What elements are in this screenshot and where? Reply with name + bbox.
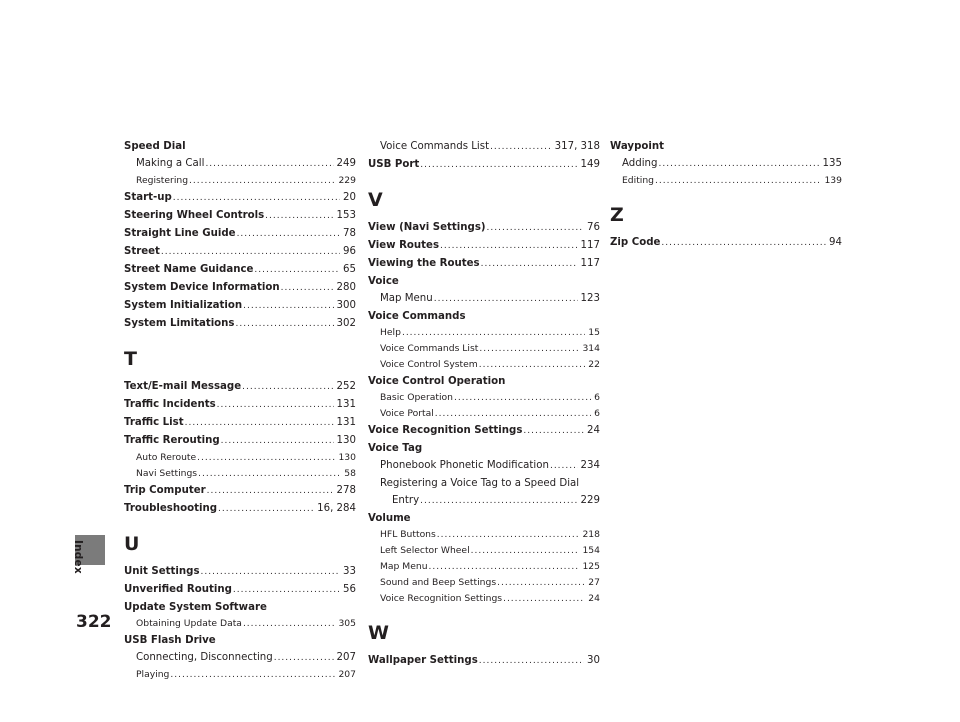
index-page-ref: 76 (587, 222, 600, 233)
index-term: Waypoint (610, 141, 664, 152)
index-page-ref: 24 (587, 425, 600, 436)
index-subentry (368, 543, 600, 559)
index-entry (124, 378, 356, 396)
index-page-ref: 123 (580, 293, 600, 304)
index-entry (124, 396, 356, 414)
index-term: Traffic List (124, 417, 184, 428)
index-entry (368, 422, 600, 440)
index-entry (368, 308, 600, 325)
index-term: Voice Control Operation (368, 376, 506, 387)
index-term: USB Port (368, 159, 420, 170)
section-letter-heading: W (368, 622, 389, 644)
index-subentry (610, 173, 842, 189)
dot-leader (487, 220, 584, 237)
index-side-label: Index (72, 540, 84, 574)
index-term: Update System Software (124, 602, 267, 613)
index-term: Start-up (124, 192, 172, 203)
index-term: Left Selector Wheel (380, 545, 470, 556)
dot-leader (481, 256, 578, 273)
index-page-ref: 149 (580, 159, 600, 170)
index-term: Basic Operation (380, 392, 453, 403)
dot-leader (402, 326, 585, 341)
dot-leader (173, 190, 340, 207)
dot-leader (207, 483, 334, 500)
dot-leader (497, 576, 585, 591)
index-subentry (368, 138, 600, 156)
index-term: Wallpaper Settings (368, 655, 478, 666)
index-entry (124, 279, 356, 297)
index-term: Voice Portal (380, 408, 434, 419)
index-page-ref: 130 (336, 435, 356, 446)
index-entry (124, 261, 356, 279)
index-term: Troubleshooting (124, 503, 218, 514)
index-term: Making a Call (136, 158, 205, 169)
dot-leader (471, 544, 580, 559)
index-term: Connecting, Disconnecting (136, 652, 273, 663)
index-entry (368, 510, 600, 527)
index-subentry (124, 466, 356, 482)
index-term: Voice Recognition Settings (380, 593, 503, 604)
index-page-ref: 300 (336, 300, 356, 311)
index-term: Street (124, 246, 160, 257)
section-letter-heading: V (368, 189, 383, 211)
dot-leader (197, 451, 335, 466)
dot-leader (233, 582, 340, 599)
index-term: Voice Control System (380, 359, 478, 370)
dot-leader (201, 564, 341, 581)
dot-leader (429, 560, 580, 575)
index-entry (124, 500, 356, 518)
index-page-ref: 131 (336, 417, 356, 428)
index-term: Registering a Voice Tag to a Speed Dial (380, 478, 580, 489)
index-subentry (368, 527, 600, 543)
index-page-ref: 58 (344, 468, 356, 479)
index-page-ref: 20 (343, 192, 356, 203)
index-page-ref: 117 (580, 240, 600, 251)
dot-leader (479, 342, 579, 357)
index-subentry (124, 649, 356, 667)
index-term: Voice Recognition Settings (368, 425, 523, 436)
index-subentry (368, 559, 600, 575)
dot-leader (434, 291, 578, 308)
index-term: Playing (136, 669, 170, 680)
index-entry (368, 652, 600, 670)
index-subentry (368, 341, 600, 357)
index-page-ref: 15 (588, 327, 600, 338)
dot-leader (243, 298, 333, 315)
dot-leader (420, 493, 577, 510)
index-entry (368, 273, 600, 290)
index-page-ref: 65 (343, 264, 356, 275)
dot-leader (185, 415, 334, 432)
index-entry (124, 563, 356, 581)
index-page-ref: 22 (588, 359, 600, 370)
section-letter-heading: U (124, 533, 140, 555)
index-page-ref: 278 (336, 485, 356, 496)
index-term: Sound and Beep Settings (380, 577, 497, 588)
dot-leader (661, 235, 826, 252)
section-letter-heading: Z (610, 204, 624, 226)
index-term: Street Name Guidance (124, 264, 254, 275)
index-page-ref: 117 (580, 258, 600, 269)
index-entry (368, 237, 600, 255)
index-entry (124, 414, 356, 432)
dot-leader (237, 226, 340, 243)
index-term: Unit Settings (124, 566, 200, 577)
index-subentry (610, 155, 842, 173)
dot-leader (198, 467, 341, 482)
index-entry (124, 315, 356, 333)
index-subentry (368, 290, 600, 308)
index-entry (124, 632, 356, 649)
index-entry (368, 440, 600, 457)
index-entry (368, 255, 600, 273)
index-entry (124, 189, 356, 207)
index-page-ref: 234 (580, 460, 600, 471)
index-term: Help (380, 327, 401, 338)
dot-leader (440, 238, 578, 255)
index-page-ref: 6 (594, 392, 600, 403)
index-term: View Routes (368, 240, 440, 251)
index-term: Obtaining Update Data (136, 618, 242, 629)
index-page-ref: 207 (338, 669, 356, 680)
index-entry (124, 243, 356, 261)
index-page-ref: 302 (336, 318, 356, 329)
index-page-ref: 229 (338, 175, 356, 186)
index-entry (368, 373, 600, 390)
index-subentry (368, 457, 600, 475)
index-entry (124, 138, 356, 155)
index-term: Voice Commands (368, 311, 466, 322)
index-entry (124, 207, 356, 225)
dot-leader (221, 433, 334, 450)
index-term: Straight Line Guide (124, 228, 236, 239)
index-page-ref: 94 (829, 237, 842, 248)
dot-leader (454, 391, 591, 406)
index-term: Voice (368, 276, 399, 287)
index-page-ref: 96 (343, 246, 356, 257)
dot-leader (437, 528, 580, 543)
index-page-ref: 27 (588, 577, 600, 588)
dot-leader (254, 262, 340, 279)
dot-leader (265, 208, 333, 225)
index-term: System Device Information (124, 282, 280, 293)
index-subentry (124, 450, 356, 466)
dot-leader (170, 668, 335, 683)
index-entry (368, 219, 600, 237)
dot-leader (658, 156, 819, 173)
index-page-ref: 16, 284 (317, 503, 356, 514)
index-page-ref: 207 (336, 652, 356, 663)
index-entry (124, 297, 356, 315)
index-term: Voice Commands List (380, 343, 479, 354)
index-term: Voice Commands List (380, 141, 490, 152)
index-term: Editing (622, 175, 654, 186)
dot-leader (479, 653, 584, 670)
index-page-ref: 280 (336, 282, 356, 293)
index-subentry (368, 591, 600, 607)
index-entry (610, 138, 842, 155)
index-subentry (368, 325, 600, 341)
index-page-ref: 249 (336, 158, 356, 169)
index-subentry (124, 616, 356, 632)
index-page-ref: 125 (582, 561, 600, 572)
index-term: Map Menu (380, 561, 428, 572)
index-term: HFL Buttons (380, 529, 436, 540)
index-term: System Initialization (124, 300, 243, 311)
index-page-ref: 56 (343, 584, 356, 595)
index-page-ref: 130 (338, 452, 356, 463)
dot-leader (523, 423, 584, 440)
dot-leader (479, 358, 586, 373)
index-term: Speed Dial (124, 141, 186, 152)
index-page-ref: 78 (343, 228, 356, 239)
index-term: Navi Settings (136, 468, 198, 479)
index-entry (124, 599, 356, 616)
index-term: Map Menu (380, 293, 433, 304)
index-term: USB Flash Drive (124, 635, 216, 646)
index-subentry (124, 667, 356, 683)
index-term: Entry (392, 495, 420, 506)
index-term: Trip Computer (124, 485, 206, 496)
index-subentry (368, 575, 600, 591)
index-term: Viewing the Routes (368, 258, 480, 269)
index-subentry (368, 492, 600, 510)
index-term: Voice Tag (368, 443, 423, 454)
index-entry (124, 225, 356, 243)
dot-leader (218, 501, 314, 518)
index-term: View (Navi Settings) (368, 222, 486, 233)
index-term: Unverified Routing (124, 584, 232, 595)
index-subentry (368, 475, 600, 492)
index-entry (124, 581, 356, 599)
dot-leader (435, 407, 591, 422)
dot-leader (205, 156, 333, 173)
index-term: Steering Wheel Controls (124, 210, 265, 221)
index-page-ref: 33 (343, 566, 356, 577)
dot-leader (281, 280, 334, 297)
page-number: 322 (76, 612, 112, 632)
dot-leader (243, 617, 336, 632)
index-subentry (124, 173, 356, 189)
index-entry (368, 156, 600, 174)
index-column-2 (368, 138, 600, 670)
index-page-ref: 317, 318 (554, 141, 600, 152)
index-term: Registering (136, 175, 189, 186)
index-page-ref: 24 (588, 593, 600, 604)
index-column-1 (124, 138, 356, 683)
index-term: Traffic Incidents (124, 399, 216, 410)
index-column-3 (610, 138, 842, 252)
index-page-ref: 305 (338, 618, 356, 629)
index-page-ref: 252 (336, 381, 356, 392)
index-subentry (368, 357, 600, 373)
dot-leader (490, 139, 552, 156)
index-page-ref: 154 (582, 545, 600, 556)
dot-leader (655, 174, 821, 189)
dot-leader (503, 592, 585, 607)
index-page-ref: 218 (582, 529, 600, 540)
index-subentry (368, 390, 600, 406)
index-entry (124, 482, 356, 500)
dot-leader (217, 397, 334, 414)
index-term: Phonebook Phonetic Modification (380, 460, 549, 471)
index-term: Adding (622, 158, 658, 169)
dot-leader (550, 458, 578, 475)
index-page-ref: 30 (587, 655, 600, 666)
index-entry (610, 234, 842, 252)
index-page-ref: 131 (336, 399, 356, 410)
index-term: Zip Code (610, 237, 661, 248)
index-page-ref: 139 (824, 175, 842, 186)
index-term: System Limitations (124, 318, 235, 329)
index-page-ref: 6 (594, 408, 600, 419)
index-term: Traffic Rerouting (124, 435, 220, 446)
dot-leader (420, 157, 577, 174)
index-subentry (124, 155, 356, 173)
index-page-ref: 135 (822, 158, 842, 169)
dot-leader (161, 244, 340, 261)
index-page-ref: 314 (582, 343, 600, 354)
dot-leader (274, 650, 334, 667)
index-term: Text/E-mail Message (124, 381, 242, 392)
index-term: Auto Reroute (136, 452, 197, 463)
index-subentry (368, 406, 600, 422)
index-term: Volume (368, 513, 411, 524)
index-page-ref: 229 (580, 495, 600, 506)
dot-leader (189, 174, 335, 189)
index-entry (124, 432, 356, 450)
index-page-ref: 153 (336, 210, 356, 221)
dot-leader (236, 316, 334, 333)
dot-leader (242, 379, 333, 396)
section-letter-heading: T (124, 348, 137, 370)
